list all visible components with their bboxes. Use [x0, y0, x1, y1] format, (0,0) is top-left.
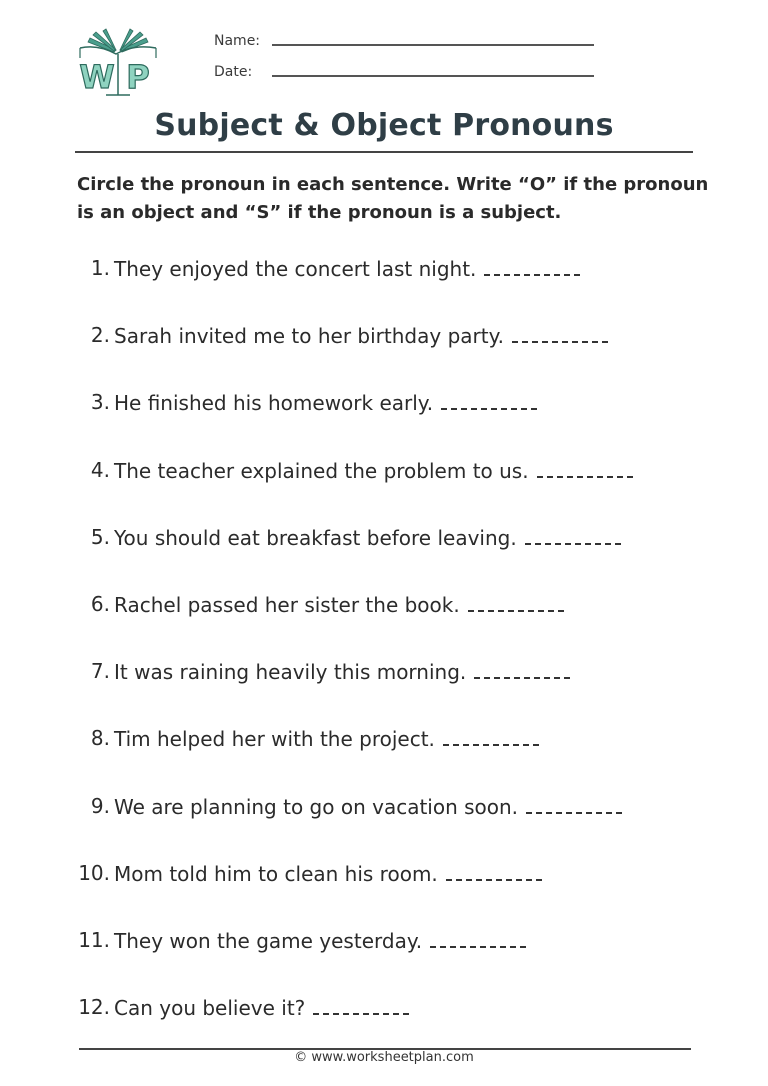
worksheetplan-logo — [76, 28, 160, 98]
question-text: Sarah invited me to her birthday party. — [114, 324, 504, 349]
question-number: 8. — [90, 726, 110, 751]
question-text: We are planning to go on vacation soon. — [114, 794, 519, 819]
answer-blank[interactable] — [443, 726, 539, 746]
question-item — [0, 323, 768, 390]
answer-blank[interactable] — [430, 928, 526, 948]
question-item — [0, 861, 768, 928]
name-label: Name: — [214, 33, 261, 49]
answer-blank[interactable] — [537, 458, 633, 478]
page-title: Subject & Object Pronouns — [154, 108, 614, 143]
footer-copyright: © www.worksheetplan.com — [294, 1050, 474, 1065]
question-number: 11. — [78, 927, 110, 952]
question-text: The teacher explained the problem to us. — [114, 458, 529, 483]
question-text: They enjoyed the concert last night. — [114, 257, 477, 281]
question-text: It was raining heavily this morning. — [114, 660, 467, 685]
question-number: 1. — [90, 256, 110, 280]
answer-blank[interactable] — [313, 995, 409, 1015]
question-item — [0, 794, 768, 861]
title-divider — [75, 151, 693, 153]
question-number: 4. — [90, 457, 110, 482]
answer-blank[interactable] — [446, 861, 542, 881]
question-number: 2. — [90, 323, 110, 348]
answer-blank[interactable] — [441, 390, 537, 410]
question-item — [0, 726, 768, 793]
question-text: Mom told him to clean his room. — [114, 861, 438, 886]
answer-blank[interactable] — [512, 323, 608, 343]
question-number: 10. — [78, 860, 110, 885]
answer-blank[interactable] — [525, 525, 621, 545]
date-label: Date: — [214, 64, 253, 80]
question-number: 5. — [90, 524, 110, 549]
svg-text:P: P — [126, 58, 150, 96]
question-number: 7. — [90, 659, 110, 684]
answer-blank[interactable] — [468, 592, 564, 612]
open-book-icon — [76, 28, 160, 98]
question-number: 12. — [78, 995, 110, 1020]
question-text: They won the game yesterday. — [114, 928, 423, 953]
question-text: Rachel passed her sister the book. — [114, 592, 460, 617]
question-item — [0, 525, 768, 592]
question-text: You should eat breakfast before leaving. — [114, 525, 517, 550]
question-item — [0, 390, 768, 457]
question-item — [0, 928, 768, 995]
date-input-line[interactable] — [272, 75, 594, 77]
date-field — [214, 64, 594, 80]
question-item — [0, 592, 768, 659]
question-text: Tim helped her with the project. — [114, 727, 435, 752]
instructions: Circle the pronoun in each sentence. Write “O” if the pronoun is an object and “S” if the pronoun is a subject. — [77, 174, 709, 223]
question-text: Can you believe it? — [114, 996, 306, 1021]
answer-blank[interactable] — [484, 256, 580, 276]
name-input-line[interactable] — [272, 44, 594, 46]
question-list — [0, 256, 768, 1062]
question-item — [0, 256, 768, 323]
svg-text:W: W — [79, 58, 115, 96]
question-item — [0, 458, 768, 525]
question-number: 3. — [90, 390, 110, 415]
question-item — [0, 659, 768, 726]
question-number: 6. — [90, 591, 110, 616]
question-text: He finished his homework early. — [114, 391, 434, 416]
answer-blank[interactable] — [474, 659, 570, 679]
name-field — [214, 33, 594, 49]
question-number: 9. — [90, 793, 110, 818]
answer-blank[interactable] — [526, 794, 622, 814]
